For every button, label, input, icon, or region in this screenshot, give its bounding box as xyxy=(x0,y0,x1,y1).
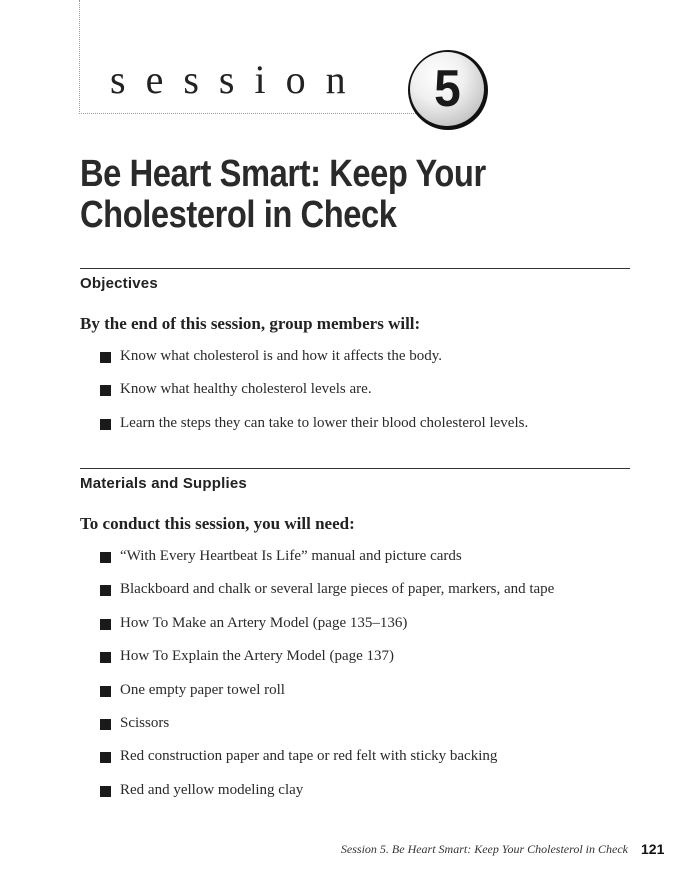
objectives-divider xyxy=(80,268,630,269)
list-item-text: Blackboard and chalk or several large pieces of paper, markers, and tape xyxy=(120,581,555,598)
bullet-square-icon xyxy=(100,719,111,730)
list-item xyxy=(100,715,554,748)
bullet-square-icon xyxy=(100,585,111,596)
bullet-square-icon xyxy=(100,352,111,363)
bullet-square-icon xyxy=(100,385,111,396)
list-item xyxy=(100,381,528,414)
session-number-badge xyxy=(408,50,488,130)
materials-lead: To conduct this session, you will need: xyxy=(80,514,355,533)
running-footer-title: Session 5. Be Heart Smart: Keep Your Cholesterol in Check xyxy=(340,842,628,856)
list-item xyxy=(100,415,528,448)
bullet-square-icon xyxy=(100,419,111,430)
objectives-lead: By the end of this session, group members will: xyxy=(80,314,421,333)
session-word: session xyxy=(110,57,366,102)
list-item xyxy=(100,348,528,381)
list-item-text: Scissors xyxy=(120,714,170,731)
bullet-square-icon xyxy=(100,752,111,763)
list-item xyxy=(100,615,554,648)
session-number: 5 xyxy=(433,60,461,118)
list-item xyxy=(100,648,554,681)
list-item xyxy=(100,782,554,815)
list-item-text: How To Make an Artery Model (page 135–136) xyxy=(120,614,408,631)
objectives-heading: Objectives xyxy=(80,275,158,292)
bullet-square-icon xyxy=(100,786,111,797)
list-item-text: One empty paper towel roll xyxy=(120,681,285,698)
page-number: 121 xyxy=(641,841,665,857)
list-item xyxy=(100,682,554,715)
page-title-line-1: Be Heart Smart: Keep Your xyxy=(80,153,486,195)
list-item-text: Know what cholesterol is and how it affects the body. xyxy=(120,348,443,364)
bullet-square-icon xyxy=(100,652,111,663)
bullet-square-icon xyxy=(100,686,111,697)
list-item xyxy=(100,581,554,614)
list-item-text: Know what healthy cholesterol levels are. xyxy=(120,381,372,398)
objectives-list xyxy=(100,348,528,448)
list-item xyxy=(100,748,554,781)
materials-divider xyxy=(80,468,630,469)
materials-heading: Materials and Supplies xyxy=(80,475,247,492)
page-title xyxy=(80,154,562,236)
page-title-line-2: Cholesterol in Check xyxy=(80,194,397,236)
list-item-text: Red and yellow modeling clay xyxy=(120,781,304,798)
materials-list xyxy=(100,548,554,815)
bullet-square-icon xyxy=(100,619,111,630)
list-item xyxy=(100,548,554,581)
list-item-text: Red construction paper and tape or red felt with sticky backing xyxy=(120,748,498,765)
list-item-text: “With Every Heartbeat Is Life” manual and picture cards xyxy=(120,548,462,564)
list-item-text: How To Explain the Artery Model (page 137) xyxy=(120,648,395,665)
list-item-text: Learn the steps they can take to lower their blood cholesterol levels. xyxy=(120,414,529,431)
bullet-square-icon xyxy=(100,552,111,563)
session-number-disc xyxy=(410,52,484,126)
